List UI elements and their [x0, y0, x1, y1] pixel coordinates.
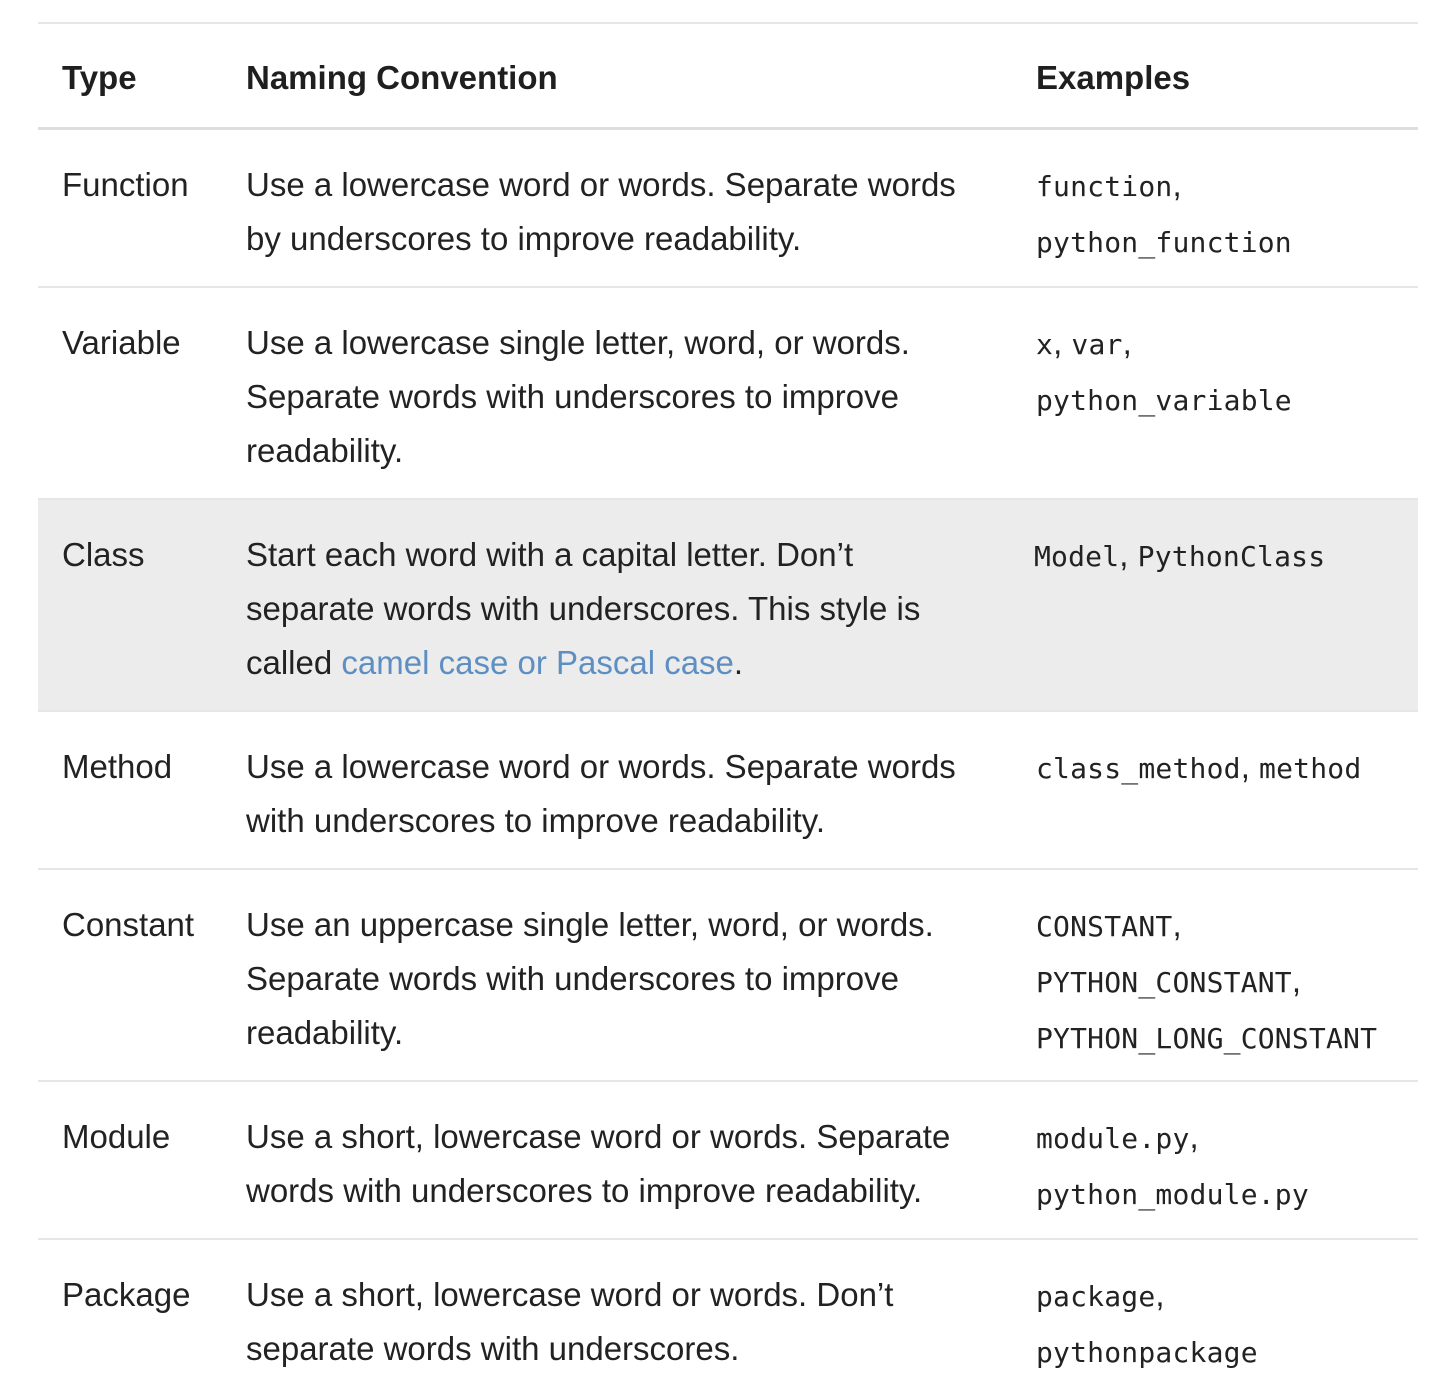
table-header-row	[38, 24, 1418, 130]
examples-cell	[1036, 288, 1416, 428]
example-code: pythonpackage	[1036, 1336, 1258, 1369]
convention-line: Use a lowercase single letter, word, or words.	[246, 324, 910, 361]
convention-line: Use a lowercase word or words. Separate words	[246, 166, 956, 203]
type-cell: Module	[62, 1118, 171, 1155]
example-separator: ,	[1122, 324, 1132, 361]
convention-line: separate words with underscores.	[246, 1330, 740, 1367]
example-code: CONSTANT	[1036, 910, 1173, 943]
example-code: function	[1036, 170, 1173, 203]
header-type: Type	[62, 59, 137, 96]
type-cell: Package	[62, 1276, 191, 1313]
examples-cell	[1036, 1082, 1416, 1222]
example-code: PythonClass	[1137, 540, 1326, 573]
example-code: var	[1071, 328, 1123, 361]
table-row-function	[38, 130, 1418, 288]
examples-cell	[1036, 130, 1416, 270]
example-separator: ,	[1155, 1276, 1165, 1313]
examples-cell	[1036, 870, 1416, 1066]
example-separator: ,	[1172, 906, 1182, 943]
convention-text: .	[733, 644, 744, 681]
table-row-constant	[38, 870, 1418, 1082]
example-code: python_function	[1036, 226, 1292, 259]
convention-cell	[246, 1082, 986, 1218]
convention-line: Separate words with underscores to improve	[246, 960, 899, 997]
example-code: PYTHON_LONG_CONSTANT	[1036, 1022, 1378, 1055]
convention-line: Use a short, lowercase word or words. Separate	[246, 1118, 951, 1155]
example-separator: ,	[1189, 1118, 1199, 1155]
example-separator: ,	[1291, 962, 1302, 999]
example-code: method	[1259, 752, 1362, 785]
camel-case-link[interactable]: camel case or Pascal case	[341, 644, 734, 681]
type-cell: Method	[62, 748, 173, 785]
convention-cell	[246, 288, 986, 478]
convention-line: readability.	[246, 1014, 404, 1051]
table-row-class	[38, 500, 1418, 712]
example-separator: ,	[1119, 536, 1138, 573]
example-code: PYTHON_CONSTANT	[1036, 966, 1292, 999]
convention-line: readability.	[246, 432, 404, 469]
convention-cell	[246, 500, 986, 690]
convention-line: Use an uppercase single letter, word, or words.	[246, 906, 934, 943]
convention-line: separate words with underscores. This style is	[246, 590, 921, 627]
example-code: package	[1036, 1280, 1156, 1313]
examples-cell	[1034, 500, 1414, 584]
examples-cell	[1036, 712, 1416, 796]
naming-conventions-table	[38, 22, 1418, 1398]
convention-cell	[246, 870, 986, 1060]
table-row-variable	[38, 288, 1418, 500]
table-row-method	[38, 712, 1418, 870]
convention-cell	[246, 712, 986, 848]
header-naming-convention: Naming Convention	[246, 59, 558, 96]
convention-line: Use a lowercase word or words. Separate words	[246, 748, 956, 785]
example-separator: ,	[1053, 324, 1072, 361]
convention-line: by underscores to improve readability.	[246, 220, 802, 257]
convention-text: called	[246, 644, 342, 681]
example-code: Model	[1034, 540, 1120, 573]
example-code: module.py	[1036, 1122, 1190, 1155]
table-row-module	[38, 1082, 1418, 1240]
example-code: class_method	[1036, 752, 1241, 785]
table-row-package	[38, 1240, 1418, 1398]
convention-cell	[246, 1240, 986, 1376]
convention-line: Separate words with underscores to improve	[246, 378, 899, 415]
type-cell: Function	[62, 166, 189, 203]
example-separator: ,	[1172, 166, 1182, 203]
examples-cell	[1036, 1240, 1416, 1380]
convention-line: with underscores to improve readability.	[246, 802, 825, 839]
example-code: python_module.py	[1036, 1178, 1309, 1211]
convention-line: words with underscores to improve readability.	[246, 1172, 923, 1209]
convention-line: Use a short, lowercase word or words. Don’t	[246, 1276, 894, 1313]
type-cell: Class	[62, 536, 145, 573]
header-examples: Examples	[1036, 59, 1191, 96]
example-separator: ,	[1240, 748, 1260, 785]
example-code: python_variable	[1036, 384, 1292, 417]
convention-line: Start each word with a capital letter. Don’t	[246, 536, 854, 573]
example-code: x	[1036, 328, 1054, 361]
type-cell: Variable	[62, 324, 181, 361]
convention-cell	[246, 130, 986, 266]
type-cell: Constant	[62, 906, 195, 943]
